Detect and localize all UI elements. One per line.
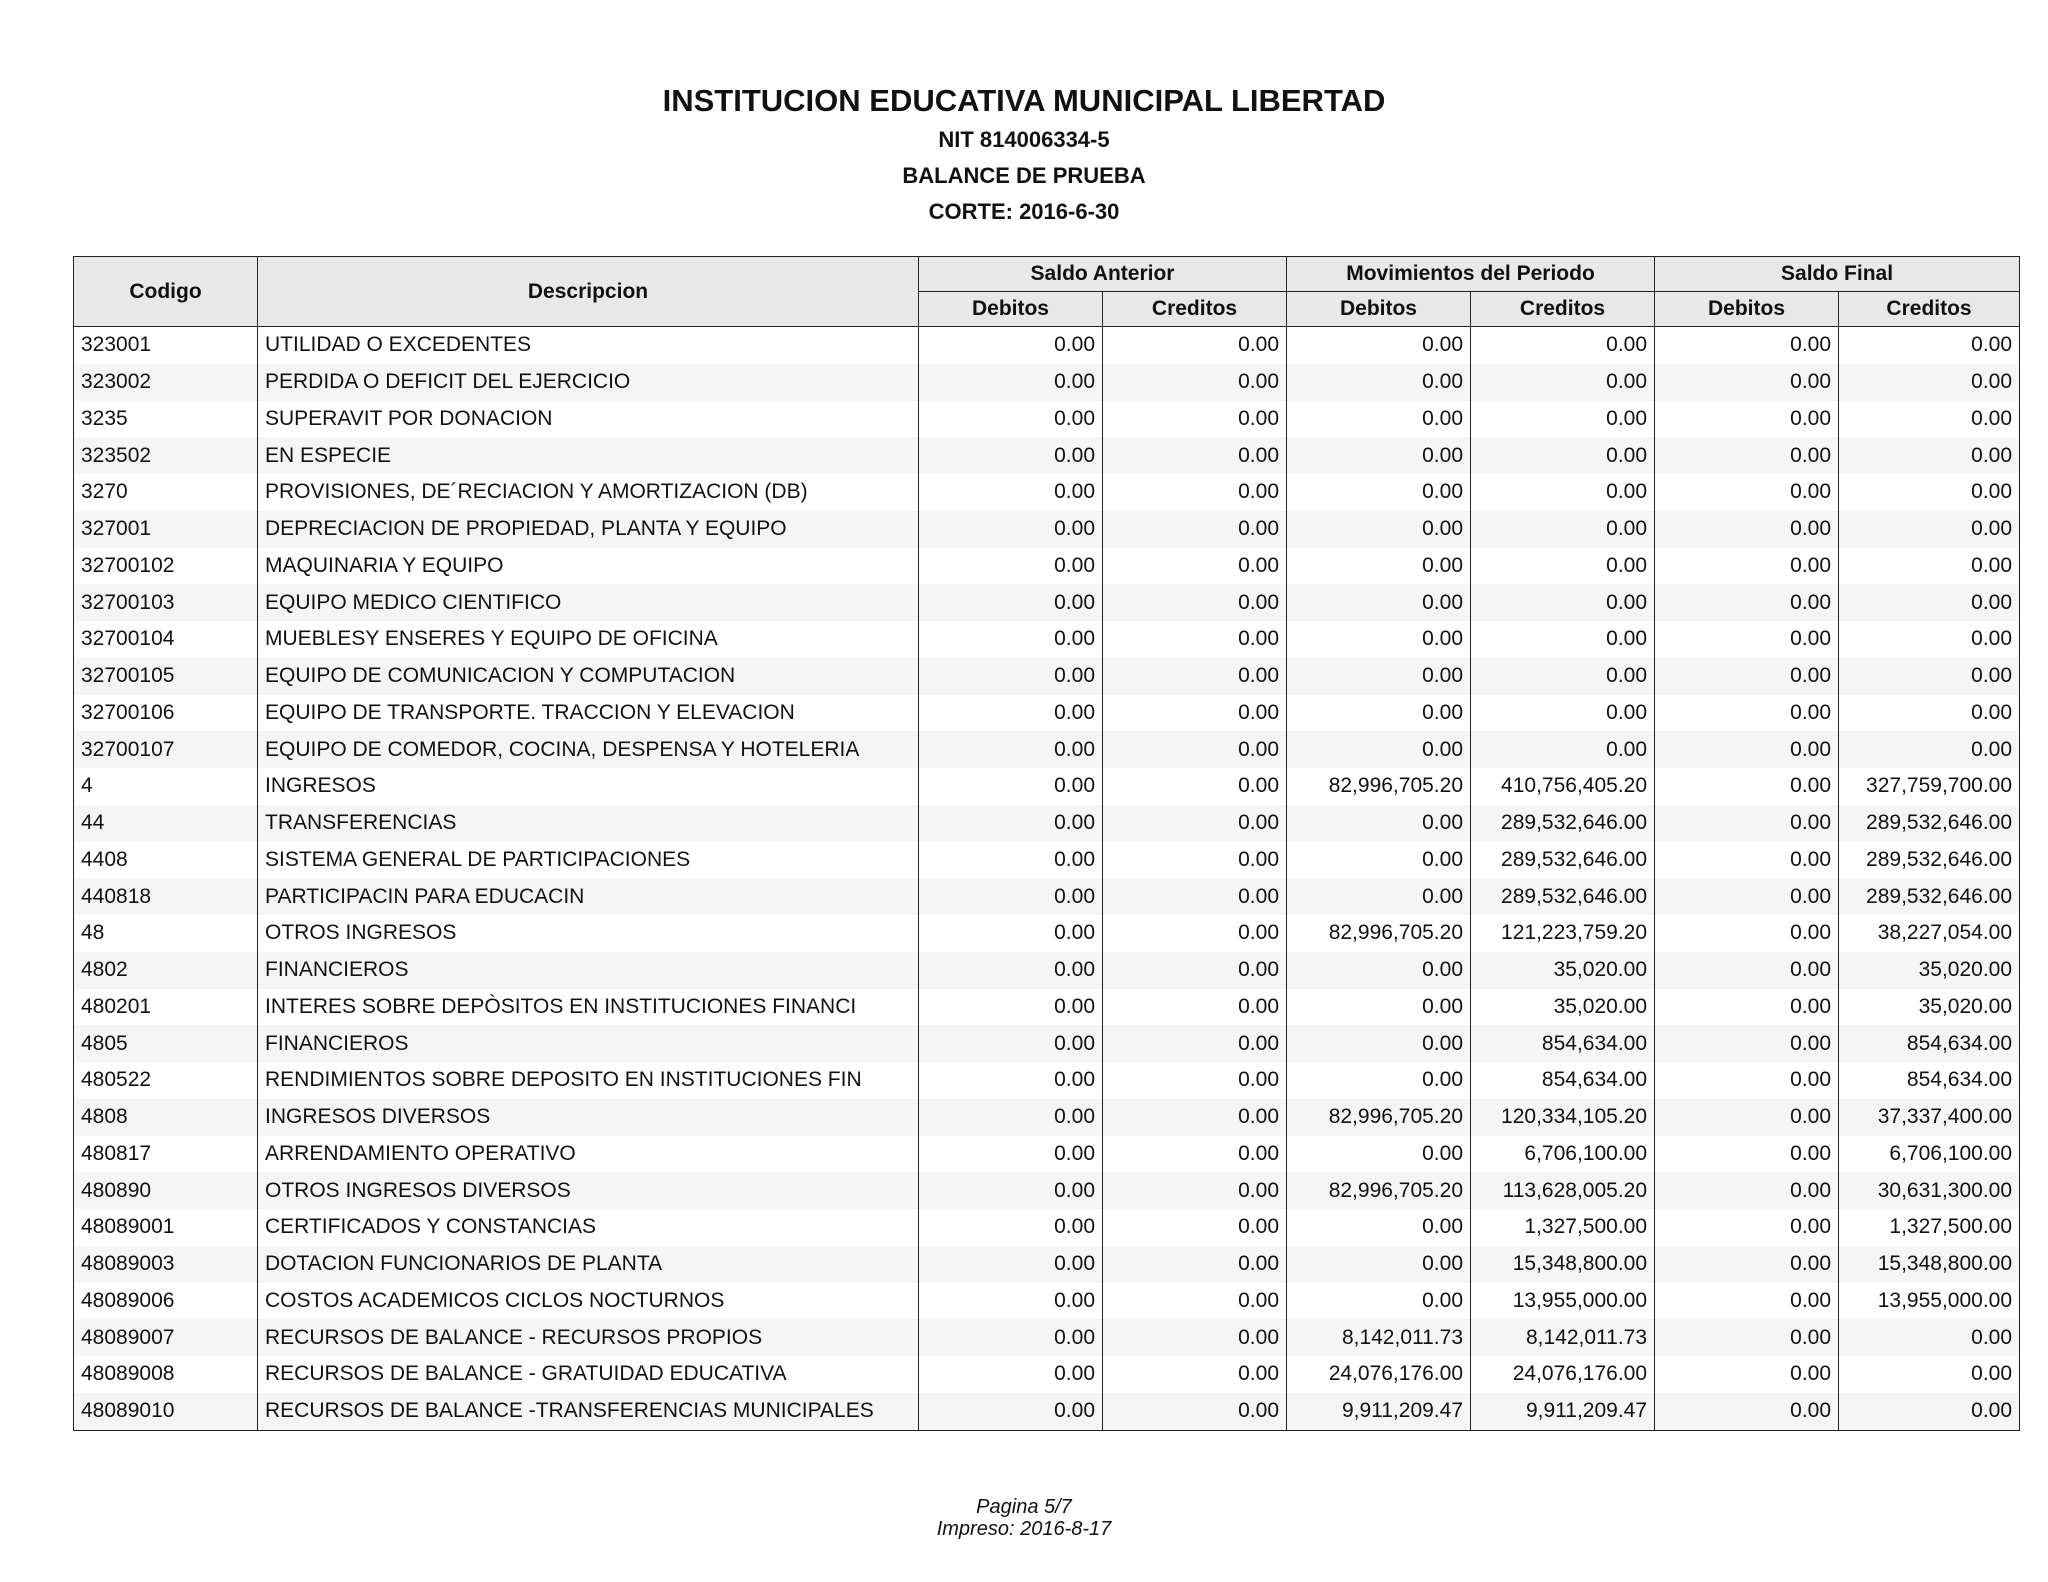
cell-descripcion: DEPRECIACION DE PROPIEDAD, PLANTA Y EQUIPO xyxy=(258,511,919,548)
cell-movimientos-debitos: 0.00 xyxy=(1287,364,1471,401)
cell-movimientos-creditos: 0.00 xyxy=(1471,658,1655,695)
cell-saldo-anterior-debitos: 0.00 xyxy=(919,474,1103,511)
table-row xyxy=(74,915,2020,952)
cell-saldo-final-debitos: 0.00 xyxy=(1655,878,1839,915)
cell-movimientos-debitos: 82,996,705.20 xyxy=(1287,1099,1471,1136)
cell-saldo-final-creditos: 0.00 xyxy=(1839,658,2020,695)
cell-saldo-anterior-debitos: 0.00 xyxy=(919,401,1103,438)
cell-movimientos-debitos: 24,076,176.00 xyxy=(1287,1356,1471,1393)
cell-saldo-anterior-debitos: 0.00 xyxy=(919,989,1103,1026)
table-row xyxy=(74,511,2020,548)
cell-movimientos-debitos: 0.00 xyxy=(1287,437,1471,474)
cell-saldo-final-debitos: 0.00 xyxy=(1655,731,1839,768)
cell-saldo-final-debitos: 0.00 xyxy=(1655,842,1839,879)
cell-saldo-anterior-creditos: 0.00 xyxy=(1103,878,1287,915)
cell-saldo-final-creditos: 0.00 xyxy=(1839,548,2020,585)
table-row xyxy=(74,1172,2020,1209)
cell-saldo-anterior-debitos: 0.00 xyxy=(919,327,1103,364)
cell-saldo-anterior-creditos: 0.00 xyxy=(1103,1062,1287,1099)
col-header-descripcion: Descripcion xyxy=(258,257,919,327)
cell-movimientos-creditos: 0.00 xyxy=(1471,584,1655,621)
cell-saldo-anterior-debitos: 0.00 xyxy=(919,952,1103,989)
cell-saldo-anterior-debitos: 0.00 xyxy=(919,621,1103,658)
cell-descripcion: OTROS INGRESOS DIVERSOS xyxy=(258,1172,919,1209)
cell-saldo-anterior-creditos: 0.00 xyxy=(1103,1025,1287,1062)
cell-saldo-final-creditos: 0.00 xyxy=(1839,474,2020,511)
cell-movimientos-debitos: 0.00 xyxy=(1287,1136,1471,1173)
cell-movimientos-debitos: 82,996,705.20 xyxy=(1287,1172,1471,1209)
cell-saldo-anterior-debitos: 0.00 xyxy=(919,915,1103,952)
cell-saldo-final-creditos: 0.00 xyxy=(1839,1319,2020,1356)
table-row xyxy=(74,621,2020,658)
cell-movimientos-creditos: 289,532,646.00 xyxy=(1471,842,1655,879)
cell-saldo-final-creditos: 854,634.00 xyxy=(1839,1025,2020,1062)
cell-codigo: 32700105 xyxy=(74,658,258,695)
cell-movimientos-creditos: 289,532,646.00 xyxy=(1471,805,1655,842)
cell-descripcion: EQUIPO DE TRANSPORTE. TRACCION Y ELEVACION xyxy=(258,695,919,732)
cell-saldo-anterior-creditos: 0.00 xyxy=(1103,805,1287,842)
cell-movimientos-creditos: 121,223,759.20 xyxy=(1471,915,1655,952)
cell-codigo: 3270 xyxy=(74,474,258,511)
cell-movimientos-debitos: 0.00 xyxy=(1287,989,1471,1026)
cell-movimientos-creditos: 8,142,011.73 xyxy=(1471,1319,1655,1356)
cell-saldo-anterior-debitos: 0.00 xyxy=(919,1099,1103,1136)
cutoff-date: CORTE: 2016-6-30 xyxy=(928,199,1120,224)
cell-codigo: 4805 xyxy=(74,1025,258,1062)
cell-movimientos-creditos: 0.00 xyxy=(1471,401,1655,438)
cell-movimientos-debitos: 82,996,705.20 xyxy=(1287,768,1471,805)
cell-saldo-anterior-debitos: 0.00 xyxy=(919,1393,1103,1430)
cell-saldo-final-creditos: 30,631,300.00 xyxy=(1839,1172,2020,1209)
cell-saldo-anterior-creditos: 0.00 xyxy=(1103,915,1287,952)
table-row xyxy=(74,584,2020,621)
cell-movimientos-creditos: 0.00 xyxy=(1471,474,1655,511)
cell-descripcion: RECURSOS DE BALANCE - RECURSOS PROPIOS xyxy=(258,1319,919,1356)
cell-codigo: 32700103 xyxy=(74,584,258,621)
cell-movimientos-creditos: 35,020.00 xyxy=(1471,989,1655,1026)
table-row xyxy=(74,364,2020,401)
cell-codigo: 480201 xyxy=(74,989,258,1026)
cell-descripcion: RECURSOS DE BALANCE -TRANSFERENCIAS MUNICIPALES xyxy=(258,1393,919,1430)
table-row xyxy=(74,1246,2020,1283)
cell-saldo-final-creditos: 327,759,700.00 xyxy=(1839,768,2020,805)
cell-saldo-anterior-creditos: 0.00 xyxy=(1103,768,1287,805)
cell-descripcion: PARTICIPACIN PARA EDUCACIN xyxy=(258,878,919,915)
group-header-saldo-anterior: Saldo Anterior xyxy=(919,257,1287,292)
cell-saldo-anterior-creditos: 0.00 xyxy=(1103,327,1287,364)
table-row xyxy=(74,1062,2020,1099)
cell-movimientos-debitos: 0.00 xyxy=(1287,548,1471,585)
cell-saldo-anterior-debitos: 0.00 xyxy=(919,511,1103,548)
cell-saldo-final-creditos: 0.00 xyxy=(1839,1356,2020,1393)
cell-descripcion: SUPERAVIT POR DONACION xyxy=(258,401,919,438)
cell-codigo: 3235 xyxy=(74,401,258,438)
cell-saldo-anterior-creditos: 0.00 xyxy=(1103,658,1287,695)
cell-saldo-final-debitos: 0.00 xyxy=(1655,1319,1839,1356)
table-row xyxy=(74,1136,2020,1173)
table-row xyxy=(74,842,2020,879)
cell-saldo-anterior-debitos: 0.00 xyxy=(919,364,1103,401)
cell-movimientos-creditos: 854,634.00 xyxy=(1471,1025,1655,1062)
table-row xyxy=(74,695,2020,732)
cell-codigo: 48089007 xyxy=(74,1319,258,1356)
cell-movimientos-creditos: 0.00 xyxy=(1471,621,1655,658)
page-footer xyxy=(0,1496,2048,1540)
cell-descripcion: INGRESOS DIVERSOS xyxy=(258,1099,919,1136)
cell-saldo-anterior-debitos: 0.00 xyxy=(919,1172,1103,1209)
cell-saldo-final-creditos: 6,706,100.00 xyxy=(1839,1136,2020,1173)
cell-movimientos-debitos: 0.00 xyxy=(1287,658,1471,695)
cell-saldo-anterior-creditos: 0.00 xyxy=(1103,401,1287,438)
table-row xyxy=(74,327,2020,364)
cell-codigo: 327001 xyxy=(74,511,258,548)
cell-saldo-anterior-debitos: 0.00 xyxy=(919,437,1103,474)
cell-saldo-final-creditos: 0.00 xyxy=(1839,731,2020,768)
table-row xyxy=(74,1209,2020,1246)
col-header-debitos: Debitos xyxy=(1287,292,1471,327)
table-row xyxy=(74,952,2020,989)
cell-descripcion: EQUIPO MEDICO CIENTIFICO xyxy=(258,584,919,621)
cell-saldo-anterior-debitos: 0.00 xyxy=(919,842,1103,879)
cell-codigo: 323502 xyxy=(74,437,258,474)
col-header-debitos: Debitos xyxy=(1655,292,1839,327)
cell-movimientos-creditos: 410,756,405.20 xyxy=(1471,768,1655,805)
cell-movimientos-debitos: 0.00 xyxy=(1287,1025,1471,1062)
cell-saldo-anterior-creditos: 0.00 xyxy=(1103,1172,1287,1209)
group-header-saldo-final: Saldo Final xyxy=(1655,257,2020,292)
cell-descripcion: EQUIPO DE COMEDOR, COCINA, DESPENSA Y HOTELERIA xyxy=(258,731,919,768)
cell-descripcion: EQUIPO DE COMUNICACION Y COMPUTACION xyxy=(258,658,919,695)
col-header-creditos: Creditos xyxy=(1103,292,1287,327)
cell-saldo-final-debitos: 0.00 xyxy=(1655,1099,1839,1136)
cell-codigo: 323001 xyxy=(74,327,258,364)
cell-descripcion: DOTACION FUNCIONARIOS DE PLANTA xyxy=(258,1246,919,1283)
table-row xyxy=(74,1393,2020,1430)
cell-saldo-final-creditos: 1,327,500.00 xyxy=(1839,1209,2020,1246)
cell-saldo-anterior-debitos: 0.00 xyxy=(919,658,1103,695)
cell-saldo-final-debitos: 0.00 xyxy=(1655,1283,1839,1320)
cell-saldo-anterior-creditos: 0.00 xyxy=(1103,952,1287,989)
cell-saldo-final-debitos: 0.00 xyxy=(1655,1246,1839,1283)
cell-saldo-final-creditos: 0.00 xyxy=(1839,364,2020,401)
cell-saldo-final-debitos: 0.00 xyxy=(1655,1393,1839,1430)
cell-saldo-anterior-debitos: 0.00 xyxy=(919,1062,1103,1099)
cell-codigo: 48089008 xyxy=(74,1356,258,1393)
table-row xyxy=(74,658,2020,695)
cell-descripcion: SISTEMA GENERAL DE PARTICIPACIONES xyxy=(258,842,919,879)
cell-saldo-anterior-creditos: 0.00 xyxy=(1103,511,1287,548)
cell-saldo-anterior-debitos: 0.00 xyxy=(919,1209,1103,1246)
cell-movimientos-debitos: 0.00 xyxy=(1287,327,1471,364)
cell-saldo-final-debitos: 0.00 xyxy=(1655,768,1839,805)
cell-descripcion: UTILIDAD O EXCEDENTES xyxy=(258,327,919,364)
cell-saldo-final-creditos: 0.00 xyxy=(1839,584,2020,621)
cell-saldo-anterior-creditos: 0.00 xyxy=(1103,1283,1287,1320)
cell-movimientos-creditos: 1,327,500.00 xyxy=(1471,1209,1655,1246)
cell-movimientos-creditos: 24,076,176.00 xyxy=(1471,1356,1655,1393)
cell-codigo: 32700107 xyxy=(74,731,258,768)
cell-saldo-final-debitos: 0.00 xyxy=(1655,805,1839,842)
cell-codigo: 48089010 xyxy=(74,1393,258,1430)
cell-movimientos-creditos: 289,532,646.00 xyxy=(1471,878,1655,915)
cell-descripcion: COSTOS ACADEMICOS CICLOS NOCTURNOS xyxy=(258,1283,919,1320)
cell-saldo-anterior-creditos: 0.00 xyxy=(1103,437,1287,474)
cell-codigo: 32700106 xyxy=(74,695,258,732)
cell-movimientos-creditos: 120,334,105.20 xyxy=(1471,1099,1655,1136)
cell-movimientos-debitos: 0.00 xyxy=(1287,511,1471,548)
table-row xyxy=(74,1319,2020,1356)
cell-saldo-anterior-creditos: 0.00 xyxy=(1103,1319,1287,1356)
cell-descripcion: PERDIDA O DEFICIT DEL EJERCICIO xyxy=(258,364,919,401)
cell-movimientos-debitos: 0.00 xyxy=(1287,584,1471,621)
cell-saldo-final-creditos: 37,337,400.00 xyxy=(1839,1099,2020,1136)
table-body xyxy=(74,327,2020,1431)
table-row xyxy=(74,768,2020,805)
cell-saldo-anterior-creditos: 0.00 xyxy=(1103,621,1287,658)
cell-movimientos-debitos: 0.00 xyxy=(1287,1062,1471,1099)
cell-codigo: 32700102 xyxy=(74,548,258,585)
cell-saldo-anterior-debitos: 0.00 xyxy=(919,1246,1103,1283)
cell-saldo-anterior-debitos: 0.00 xyxy=(919,731,1103,768)
cell-saldo-final-debitos: 0.00 xyxy=(1655,327,1839,364)
cell-movimientos-debitos: 0.00 xyxy=(1287,695,1471,732)
cell-saldo-final-creditos: 0.00 xyxy=(1839,511,2020,548)
trial-balance-table xyxy=(73,256,2020,1431)
cell-movimientos-debitos: 0.00 xyxy=(1287,1246,1471,1283)
cell-saldo-anterior-debitos: 0.00 xyxy=(919,584,1103,621)
cell-descripcion: RENDIMIENTOS SOBRE DEPOSITO EN INSTITUCIONES FIN xyxy=(258,1062,919,1099)
table-row xyxy=(74,989,2020,1026)
cell-movimientos-creditos: 854,634.00 xyxy=(1471,1062,1655,1099)
table-row xyxy=(74,731,2020,768)
cell-saldo-anterior-creditos: 0.00 xyxy=(1103,474,1287,511)
cell-saldo-anterior-creditos: 0.00 xyxy=(1103,1099,1287,1136)
cell-codigo: 48089003 xyxy=(74,1246,258,1283)
cell-saldo-anterior-creditos: 0.00 xyxy=(1103,1246,1287,1283)
cell-saldo-anterior-creditos: 0.00 xyxy=(1103,364,1287,401)
cell-saldo-final-debitos: 0.00 xyxy=(1655,621,1839,658)
cell-descripcion: FINANCIEROS xyxy=(258,1025,919,1062)
cell-saldo-final-creditos: 289,532,646.00 xyxy=(1839,878,2020,915)
cell-codigo: 4408 xyxy=(74,842,258,879)
cell-saldo-anterior-debitos: 0.00 xyxy=(919,1356,1103,1393)
cell-descripcion: MAQUINARIA Y EQUIPO xyxy=(258,548,919,585)
cell-movimientos-debitos: 0.00 xyxy=(1287,805,1471,842)
cell-descripcion: PROVISIONES, DE´RECIACION Y AMORTIZACION (DB) xyxy=(258,474,919,511)
cell-saldo-anterior-creditos: 0.00 xyxy=(1103,731,1287,768)
cell-saldo-final-debitos: 0.00 xyxy=(1655,1172,1839,1209)
page-number: Pagina 5/7 xyxy=(976,1496,1072,1518)
cell-saldo-final-creditos: 0.00 xyxy=(1839,695,2020,732)
table-row xyxy=(74,548,2020,585)
cell-saldo-final-creditos: 13,955,000.00 xyxy=(1839,1283,2020,1320)
cell-movimientos-debitos: 9,911,209.47 xyxy=(1287,1393,1471,1430)
cell-saldo-final-creditos: 0.00 xyxy=(1839,401,2020,438)
cell-saldo-final-debitos: 0.00 xyxy=(1655,658,1839,695)
cell-saldo-final-creditos: 0.00 xyxy=(1839,621,2020,658)
table-row xyxy=(74,401,2020,438)
table-row xyxy=(74,1099,2020,1136)
cell-saldo-final-creditos: 289,532,646.00 xyxy=(1839,805,2020,842)
cell-codigo: 480817 xyxy=(74,1136,258,1173)
institution-title: INSTITUCION EDUCATIVA MUNICIPAL LIBERTAD xyxy=(662,83,1386,118)
cell-descripcion: RECURSOS DE BALANCE - GRATUIDAD EDUCATIVA xyxy=(258,1356,919,1393)
cell-saldo-final-debitos: 0.00 xyxy=(1655,1356,1839,1393)
cell-saldo-final-creditos: 38,227,054.00 xyxy=(1839,915,2020,952)
cell-movimientos-debitos: 0.00 xyxy=(1287,731,1471,768)
cell-codigo: 48 xyxy=(74,915,258,952)
cell-saldo-final-debitos: 0.00 xyxy=(1655,437,1839,474)
cell-movimientos-creditos: 0.00 xyxy=(1471,548,1655,585)
cell-saldo-anterior-debitos: 0.00 xyxy=(919,1025,1103,1062)
cell-codigo: 4808 xyxy=(74,1099,258,1136)
cell-movimientos-debitos: 0.00 xyxy=(1287,1283,1471,1320)
cell-saldo-final-debitos: 0.00 xyxy=(1655,915,1839,952)
cell-saldo-final-debitos: 0.00 xyxy=(1655,1209,1839,1246)
cell-movimientos-creditos: 15,348,800.00 xyxy=(1471,1246,1655,1283)
cell-movimientos-creditos: 0.00 xyxy=(1471,437,1655,474)
cell-descripcion: TRANSFERENCIAS xyxy=(258,805,919,842)
table-row xyxy=(74,805,2020,842)
cell-saldo-anterior-creditos: 0.00 xyxy=(1103,584,1287,621)
cell-saldo-final-debitos: 0.00 xyxy=(1655,695,1839,732)
cell-saldo-anterior-creditos: 0.00 xyxy=(1103,842,1287,879)
header-row-groups xyxy=(74,257,2020,292)
cell-movimientos-debitos: 0.00 xyxy=(1287,621,1471,658)
cell-movimientos-debitos: 0.00 xyxy=(1287,952,1471,989)
cell-movimientos-creditos: 0.00 xyxy=(1471,364,1655,401)
cell-codigo: 48089006 xyxy=(74,1283,258,1320)
cell-saldo-final-creditos: 35,020.00 xyxy=(1839,989,2020,1026)
cell-movimientos-debitos: 0.00 xyxy=(1287,1209,1471,1246)
cell-saldo-anterior-creditos: 0.00 xyxy=(1103,1356,1287,1393)
cell-saldo-final-creditos: 0.00 xyxy=(1839,1393,2020,1430)
cell-movimientos-creditos: 113,628,005.20 xyxy=(1471,1172,1655,1209)
col-header-creditos: Creditos xyxy=(1471,292,1655,327)
cell-codigo: 4802 xyxy=(74,952,258,989)
cell-saldo-anterior-debitos: 0.00 xyxy=(919,768,1103,805)
report-name: BALANCE DE PRUEBA xyxy=(902,163,1146,188)
table-row xyxy=(74,474,2020,511)
cell-descripcion: INGRESOS xyxy=(258,768,919,805)
group-header-movimientos: Movimientos del Periodo xyxy=(1287,257,1655,292)
cell-saldo-anterior-creditos: 0.00 xyxy=(1103,695,1287,732)
cell-saldo-final-debitos: 0.00 xyxy=(1655,1136,1839,1173)
cell-saldo-final-debitos: 0.00 xyxy=(1655,511,1839,548)
cell-saldo-anterior-debitos: 0.00 xyxy=(919,695,1103,732)
table-row xyxy=(74,878,2020,915)
cell-codigo: 480522 xyxy=(74,1062,258,1099)
cell-movimientos-creditos: 9,911,209.47 xyxy=(1471,1393,1655,1430)
cell-movimientos-debitos: 0.00 xyxy=(1287,401,1471,438)
cell-movimientos-debitos: 8,142,011.73 xyxy=(1287,1319,1471,1356)
print-date: Impreso: 2016-8-17 xyxy=(936,1518,1112,1540)
cell-codigo: 440818 xyxy=(74,878,258,915)
report-header xyxy=(0,80,2048,230)
table-row xyxy=(74,1356,2020,1393)
cell-saldo-final-debitos: 0.00 xyxy=(1655,548,1839,585)
cell-saldo-final-debitos: 0.00 xyxy=(1655,364,1839,401)
cell-descripcion: OTROS INGRESOS xyxy=(258,915,919,952)
cell-saldo-anterior-debitos: 0.00 xyxy=(919,878,1103,915)
cell-saldo-final-debitos: 0.00 xyxy=(1655,1062,1839,1099)
cell-descripcion: INTERES SOBRE DEPÒSITOS EN INSTITUCIONES FINANCI xyxy=(258,989,919,1026)
cell-saldo-final-creditos: 15,348,800.00 xyxy=(1839,1246,2020,1283)
cell-saldo-final-creditos: 854,634.00 xyxy=(1839,1062,2020,1099)
cell-saldo-anterior-debitos: 0.00 xyxy=(919,1319,1103,1356)
cell-saldo-anterior-creditos: 0.00 xyxy=(1103,989,1287,1026)
cell-saldo-anterior-creditos: 0.00 xyxy=(1103,1209,1287,1246)
cell-saldo-final-debitos: 0.00 xyxy=(1655,1025,1839,1062)
cell-saldo-anterior-creditos: 0.00 xyxy=(1103,1393,1287,1430)
col-header-creditos: Creditos xyxy=(1839,292,2020,327)
cell-saldo-anterior-debitos: 0.00 xyxy=(919,805,1103,842)
cell-descripcion: ARRENDAMIENTO OPERATIVO xyxy=(258,1136,919,1173)
cell-saldo-final-creditos: 0.00 xyxy=(1839,437,2020,474)
cell-saldo-final-debitos: 0.00 xyxy=(1655,401,1839,438)
cell-movimientos-creditos: 0.00 xyxy=(1471,511,1655,548)
cell-movimientos-creditos: 6,706,100.00 xyxy=(1471,1136,1655,1173)
cell-saldo-final-debitos: 0.00 xyxy=(1655,474,1839,511)
cell-codigo: 44 xyxy=(74,805,258,842)
cell-codigo: 32700104 xyxy=(74,621,258,658)
cell-descripcion: FINANCIEROS xyxy=(258,952,919,989)
cell-saldo-final-creditos: 35,020.00 xyxy=(1839,952,2020,989)
cell-descripcion: MUEBLESY ENSERES Y EQUIPO DE OFICINA xyxy=(258,621,919,658)
table-row xyxy=(74,1283,2020,1320)
cell-saldo-anterior-debitos: 0.00 xyxy=(919,1283,1103,1320)
cell-movimientos-creditos: 35,020.00 xyxy=(1471,952,1655,989)
cell-saldo-anterior-creditos: 0.00 xyxy=(1103,548,1287,585)
col-header-codigo: Codigo xyxy=(74,257,258,327)
cell-saldo-anterior-creditos: 0.00 xyxy=(1103,1136,1287,1173)
cell-codigo: 323002 xyxy=(74,364,258,401)
cell-codigo: 480890 xyxy=(74,1172,258,1209)
cell-saldo-final-debitos: 0.00 xyxy=(1655,952,1839,989)
cell-movimientos-creditos: 0.00 xyxy=(1471,327,1655,364)
col-header-debitos: Debitos xyxy=(919,292,1103,327)
cell-movimientos-debitos: 82,996,705.20 xyxy=(1287,915,1471,952)
cell-movimientos-debitos: 0.00 xyxy=(1287,878,1471,915)
cell-movimientos-creditos: 0.00 xyxy=(1471,695,1655,732)
cell-codigo: 48089001 xyxy=(74,1209,258,1246)
cell-movimientos-creditos: 0.00 xyxy=(1471,731,1655,768)
cell-codigo: 4 xyxy=(74,768,258,805)
cell-saldo-anterior-debitos: 0.00 xyxy=(919,1136,1103,1173)
cell-saldo-final-creditos: 0.00 xyxy=(1839,327,2020,364)
nit-line: NIT 814006334-5 xyxy=(938,127,1110,152)
cell-saldo-final-creditos: 289,532,646.00 xyxy=(1839,842,2020,879)
table-row xyxy=(74,1025,2020,1062)
cell-movimientos-creditos: 13,955,000.00 xyxy=(1471,1283,1655,1320)
cell-descripcion: CERTIFICADOS Y CONSTANCIAS xyxy=(258,1209,919,1246)
cell-movimientos-debitos: 0.00 xyxy=(1287,474,1471,511)
cell-saldo-final-debitos: 0.00 xyxy=(1655,989,1839,1026)
table-row xyxy=(74,437,2020,474)
cell-saldo-anterior-debitos: 0.00 xyxy=(919,548,1103,585)
cell-saldo-final-debitos: 0.00 xyxy=(1655,584,1839,621)
cell-descripcion: EN ESPECIE xyxy=(258,437,919,474)
cell-movimientos-debitos: 0.00 xyxy=(1287,842,1471,879)
